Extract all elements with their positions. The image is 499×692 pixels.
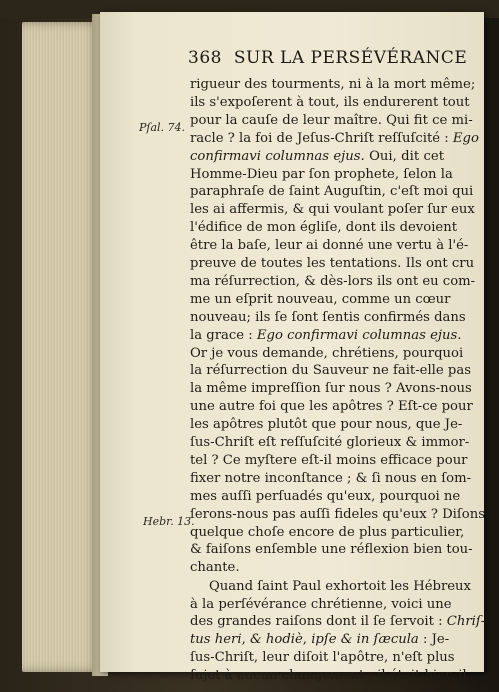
text-line: l'édifice de mon égliſe, dont ils devoient [190, 220, 458, 236]
text-line: preuve de toutes les tentations. Ils ont cru [190, 256, 475, 271]
text-line: la réſurrection du Sauveur ne fait-elle pas [190, 363, 471, 379]
running-head [188, 48, 467, 68]
text-line: des grandes raiſons dont il ſe ſervoit : Chriſ- [190, 614, 486, 630]
text-line: mes auſſi perſuadés qu'eux, pourquoi ne [190, 488, 461, 504]
text-line: ils s'expoſerent à tout, ils endurerent tout [190, 94, 470, 110]
text-line: fixer notre inconſtance ; & ſi nous en ſom- [190, 470, 472, 486]
text-line: paraphraſe de ſaint Auguſtin, c'eſt moi qui [190, 184, 474, 200]
text-line: pour la cauſe de leur maître. Qui fit ce mi- [190, 112, 473, 128]
text-line: quelque choſe encore de plus particulier, [190, 524, 465, 540]
running-head-title: SUR LA PERSÉVÉRANCE [233, 48, 468, 68]
text-line: une autre foi que les apôtres ? Eſt-ce pour [190, 399, 473, 415]
text-line: tel ? Ce myſtere eſt-il moins efficace pour [190, 452, 468, 468]
text-line: être la baſe, leur ai donné une vertu à l'é- [190, 238, 469, 254]
text-line: ma réſurrection, & dès-lors ils ont eu com- [190, 273, 476, 289]
text-line: ſus-Chriſt eſt reſſuſcité glorieux & immor- [190, 435, 470, 450]
text-line: à la perſévérance chrétienne, voici une [190, 596, 452, 612]
text-line: rigueur des tourments, ni à la mort même; [190, 77, 476, 92]
text-line: la grace : Ego confirmavi columnas ejus. [190, 327, 462, 343]
margin-note: Pſal. 74. [139, 121, 186, 134]
margin-note: Hebr. 13. [143, 515, 195, 528]
page-number: 368 [188, 48, 222, 68]
text-line: ſujet à aucun changement ; il étoit hier, il [190, 668, 467, 684]
text-line: chante. [190, 560, 240, 576]
page-stack-edges [22, 22, 100, 672]
text-line: racle ? la foi de Jeſus-Chriſt reſſuſcité : Ego [190, 130, 479, 146]
text-line: confirmavi columnas ejus. Oui, dit cet [190, 148, 444, 164]
text-line: ſus-Chriſt, leur diſoit l'apôtre, n'eſt plus [190, 650, 455, 666]
text-line: nouveau; ils ſe ſont ſentis confirmés dans [190, 309, 466, 325]
text-line: Or je vous demande, chrétiens, pourquoi [190, 345, 464, 361]
text-line: tus heri, & hodiè, ipſe & in ſæcula : Je- [190, 632, 450, 648]
text-line: les apôtres plutôt que pour nous, que Je- [190, 417, 463, 433]
text-line: ſerons-nous pas auſſi fideles qu'eux ? Diſons [190, 506, 485, 522]
text-line: Homme-Dieu par ſon prophete, ſelon la [190, 166, 453, 182]
text-line: les ai affermis, & qui voulant poſer ſur eux [190, 202, 475, 218]
text-line: la même impreſſion ſur nous ? Avons-nous [190, 381, 472, 397]
text-line: & faiſons enſemble une réflexion bien tou- [190, 542, 473, 558]
text-line: me un eſprit nouveau, comme un cœur [190, 291, 451, 307]
text-line: Quand ſaint Paul exhortoit les Hébreux [209, 578, 471, 594]
